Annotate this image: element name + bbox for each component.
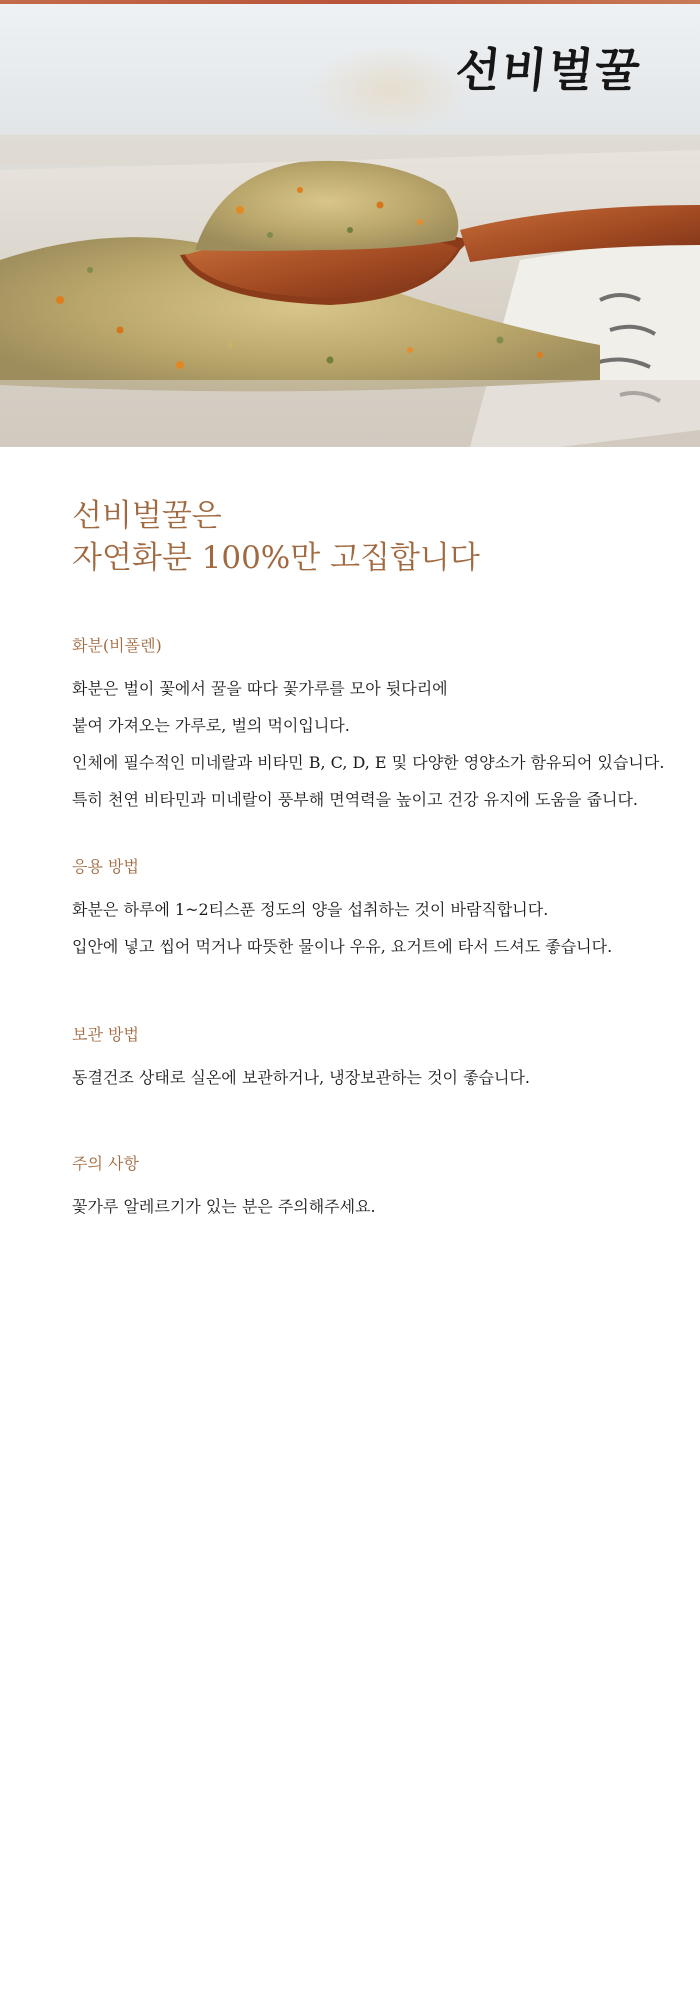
section-line: 꽃가루 알레르기가 있는 분은 주의해주세요.: [72, 1197, 376, 1216]
page-headline: [72, 495, 480, 579]
section-usage: [72, 854, 640, 965]
section-line: 붙여 가져오는 가루로, 벌의 먹이입니다.: [72, 716, 350, 735]
section-title: 화분(비폴렌): [72, 636, 162, 655]
headline-line-1: 선비벌꿀은: [72, 498, 222, 534]
brand-logo: 선비벌꿀: [453, 43, 645, 97]
section-bee-pollen: [72, 633, 665, 818]
section-line: 화분은 하루에 1~2티스푼 정도의 양을 섭취하는 것이 바람직합니다.: [72, 900, 549, 919]
section-title: 주의 사항: [72, 1154, 139, 1173]
headline-line-2: 자연화분 100%만 고집합니다: [72, 540, 480, 576]
section-title: 응용 방법: [72, 857, 139, 876]
section-caution: [72, 1151, 640, 1225]
section-line: 입안에 넣고 씹어 먹거나 따뜻한 물이나 우유, 요거트에 타서 드셔도 좋습니다.: [72, 937, 613, 956]
section-line: 화분은 벌이 꽃에서 꿀을 따다 꽃가루를 모아 뒷다리에: [72, 679, 448, 698]
section-storage: [72, 1022, 640, 1096]
section-line: 인체에 필수적인 미네랄과 비타민 B, C, D, E 및 다양한 영양소가 함유되어 있습니다.: [72, 753, 665, 772]
section-line: 특히 천연 비타민과 미네랄이 풍부해 면역력을 높이고 건강 유지에 도움을 줍니다.: [72, 790, 638, 809]
section-title: 보관 방법: [72, 1025, 139, 1044]
section-line: 동결건조 상태로 실온에 보관하거나, 냉장보관하는 것이 좋습니다.: [72, 1068, 531, 1087]
hero-image: [0, 0, 700, 447]
